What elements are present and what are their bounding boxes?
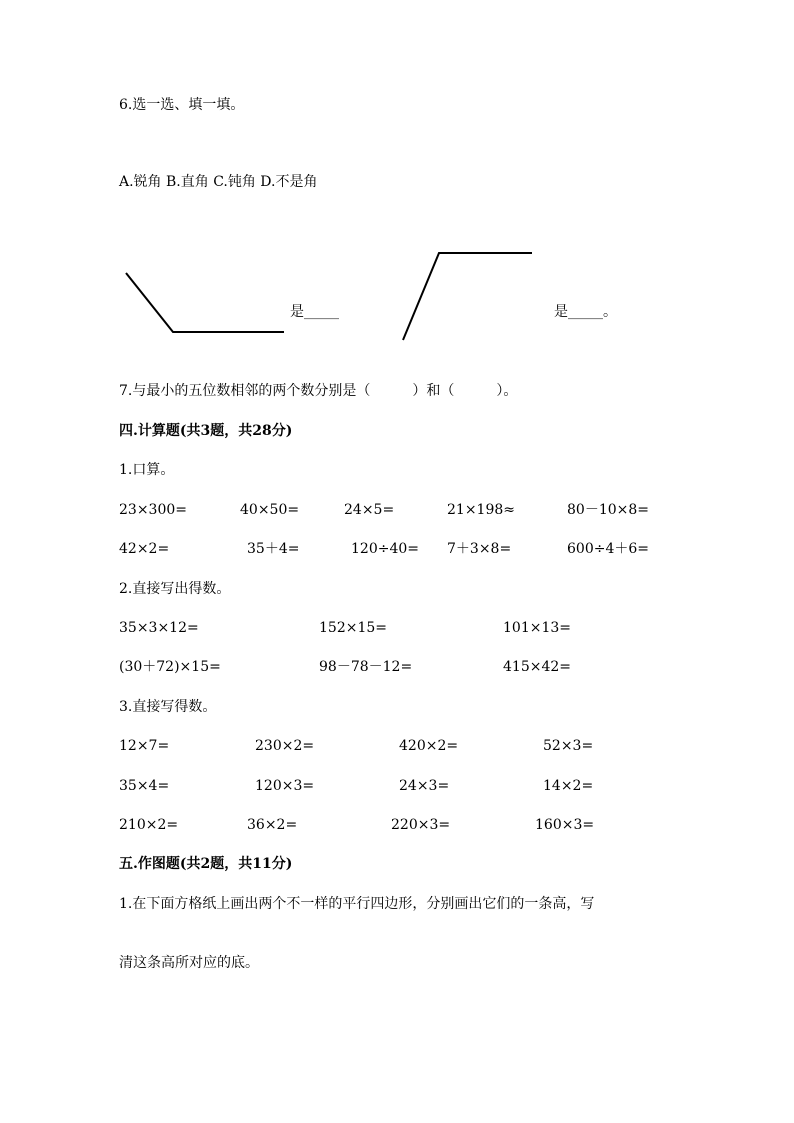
s4-q2-title: 2.直接写出得数。 <box>119 581 231 597</box>
s4-q2-r2-c3: 415×42= <box>503 659 571 675</box>
s4-q3-title: 3.直接写得数。 <box>119 699 217 715</box>
s5-q1-line2: 清这条高所对应的底。 <box>119 955 259 971</box>
s4-q1-r2-c3: 120÷40= <box>351 541 419 557</box>
s4-q3-r2-c4: 14×2= <box>543 778 594 794</box>
s4-q3-r1-c1: 12×7= <box>119 738 170 754</box>
section4-heading: 四.计算题(共3题，共28分) <box>119 423 293 439</box>
obtuse-angle-figure <box>120 268 290 338</box>
s4-q3-r1-c3: 420×2= <box>399 738 459 754</box>
section5-heading: 五.作图题(共2题，共11分) <box>119 856 293 872</box>
s4-q3-r2-c3: 24×3= <box>399 778 450 794</box>
s4-q3-r1-c4: 52×3= <box>543 738 594 754</box>
s4-q1-r1-c3: 24×5= <box>344 502 395 518</box>
s4-q1-r1-c2: 40×50= <box>240 502 300 518</box>
s4-q3-r3-c2: 36×2= <box>247 817 298 833</box>
s4-q3-r3-c4: 160×3= <box>535 817 595 833</box>
s4-q3-r2-c1: 35×4= <box>119 778 170 794</box>
s4-q3-r1-c2: 230×2= <box>255 738 315 754</box>
q6-blank-1: 是_____ <box>290 304 339 320</box>
s4-q1-r1-c4: 21×198≈ <box>447 502 515 518</box>
s4-q2-r2-c2: 98－78－12= <box>319 659 413 675</box>
q6-title: 6.选一选、填一填。 <box>119 97 245 113</box>
s4-q2-r1-c2: 152×15= <box>319 620 387 636</box>
s4-q1-r1-c5: 80－10×8= <box>567 502 649 518</box>
s5-q1-line1: 1.在下面方格纸上画出两个不一样的平行四边形，分别画出它们的一条高，写 <box>119 896 595 912</box>
s4-q1-r1-c1: 23×300= <box>119 502 187 518</box>
q6-options: A.锐角 B.直角 C.钝角 D.不是角 <box>119 174 318 190</box>
acute-angle-figure <box>400 248 540 343</box>
s4-q2-r1-c3: 101×13= <box>503 620 571 636</box>
s4-q1-r2-c4: 7＋3×8= <box>447 541 512 557</box>
s4-q1-r2-c2: 35＋4= <box>247 541 300 557</box>
s4-q3-r3-c3: 220×3= <box>391 817 451 833</box>
s4-q1-r2-c1: 42×2= <box>119 541 170 557</box>
q6-blank-2: 是_____。 <box>554 304 617 320</box>
s4-q3-r3-c1: 210×2= <box>119 817 179 833</box>
s4-q2-r2-c1: (30＋72)×15= <box>119 659 221 675</box>
q7-text: 7.与最小的五位数相邻的两个数分别是（ ）和（ ）。 <box>119 383 518 399</box>
s4-q2-r1-c1: 35×3×12= <box>119 620 199 636</box>
s4-q1-r2-c5: 600÷4＋6= <box>567 541 649 557</box>
s4-q3-r2-c2: 120×3= <box>255 778 315 794</box>
s4-q1-title: 1.口算。 <box>119 462 175 478</box>
